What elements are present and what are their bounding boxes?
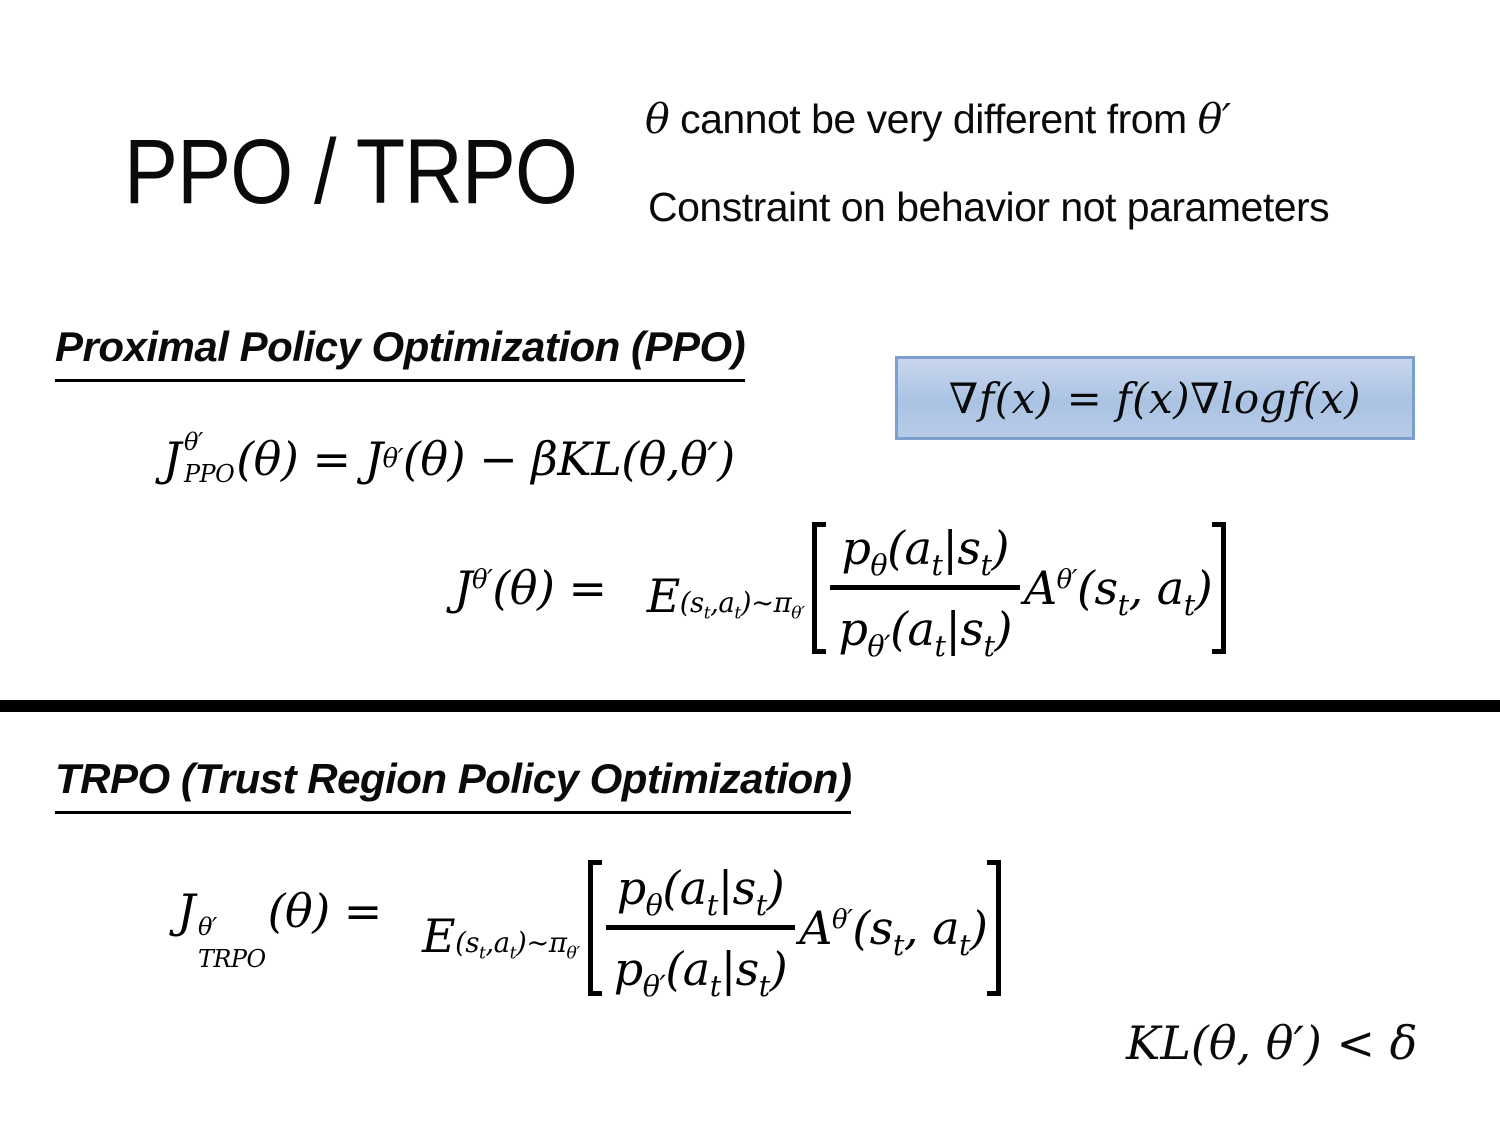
E-symbol: E	[421, 909, 456, 963]
expectation-subscript	[679, 586, 805, 624]
sup-theta-prime: θ′	[471, 565, 493, 596]
sim-pi: )∼π	[516, 926, 567, 959]
sub-t: t	[706, 888, 718, 922]
expectation-block	[422, 909, 580, 963]
sub-theta: θ	[870, 548, 888, 582]
theta-prime-symbol: θ′	[1197, 95, 1231, 143]
section-heading-ppo-wrap	[55, 323, 746, 382]
paren-theta-equals: (θ) =	[267, 884, 396, 939]
sub-t: t	[758, 969, 770, 1003]
comma-a: ,a	[485, 926, 510, 959]
J-symbol: J	[177, 884, 195, 939]
note-theta-difference	[645, 96, 1231, 143]
sub-theta-prime: θ′	[566, 943, 580, 964]
comma-a: , a	[903, 901, 960, 955]
A-symbol: A	[799, 901, 832, 955]
section-divider	[0, 700, 1500, 712]
sub-theta-prime: θ′	[867, 629, 891, 663]
lp-a: (a	[890, 601, 935, 656]
lp-s: (s	[679, 586, 704, 619]
sub-t: t	[934, 629, 946, 663]
theta-symbol: θ	[645, 95, 670, 143]
highlight-box	[895, 356, 1415, 440]
rp: )	[991, 520, 1009, 575]
sub-t: t	[709, 969, 721, 1003]
lhs	[454, 561, 621, 615]
fraction-denominator	[606, 925, 795, 1003]
E-symbol: E	[646, 569, 680, 623]
sub-t: t	[980, 548, 992, 582]
fraction-denominator	[830, 585, 1019, 663]
sub-t: t	[734, 603, 741, 624]
right-bracket	[987, 860, 1001, 996]
bar-s: |s	[942, 520, 981, 575]
sup-theta-prime: θ′	[831, 905, 853, 936]
J-supsub-stack	[183, 428, 235, 489]
J-symbol: J	[454, 561, 472, 615]
sub-t: t	[479, 943, 486, 964]
sup-theta-prime: θ′	[197, 912, 217, 941]
lp-a: (a	[887, 520, 932, 575]
page-title: PPO / TRPO	[124, 121, 578, 223]
J-symbol: J	[364, 432, 383, 486]
comma-a: ,a	[710, 586, 735, 619]
comma-a: , a	[1128, 561, 1184, 615]
sub-t: t	[1183, 588, 1195, 622]
left-bracket	[588, 860, 602, 996]
lp-a: (a	[662, 860, 707, 915]
advantage-term	[1023, 561, 1213, 622]
section-heading-ppo: Proximal Policy Optimization (PPO)	[55, 326, 745, 382]
sub-theta-prime: θ′	[642, 969, 666, 1003]
lp-s: (s	[455, 926, 479, 959]
gradient-identity-formula: ∇f(x) = f(x)∇logf(x)	[948, 373, 1362, 423]
sim-pi: )∼π	[740, 586, 792, 619]
sub-trpo: TRPO	[197, 944, 266, 973]
formula-ppo-objective: J θ′ PPO (θ) = J θ′ (θ) − βKL(θ,θ′)	[163, 428, 735, 489]
lhs	[177, 884, 396, 972]
formula-expectation-ppo	[454, 520, 1228, 663]
lp-s: (s	[1077, 561, 1118, 615]
sup-theta-prime: θ′	[1056, 565, 1078, 596]
bar-s: |s	[945, 601, 984, 656]
fraction-numerator	[609, 859, 793, 925]
A-symbol: A	[1023, 561, 1057, 615]
rp: )	[994, 601, 1012, 656]
sub-t: t	[1117, 588, 1129, 622]
rp: )	[766, 860, 785, 915]
rp: )	[969, 901, 988, 955]
kl-constraint: KL(θ, θ′) < δ	[1126, 1016, 1418, 1070]
sub-t: t	[703, 603, 711, 624]
p-symbol: p	[613, 941, 643, 996]
paren-theta-equals: (θ) =	[236, 432, 365, 486]
rp: )	[1194, 561, 1213, 615]
sub-t: t	[509, 943, 517, 964]
section-heading-trpo-wrap	[55, 755, 852, 814]
p-symbol: p	[616, 860, 646, 915]
sub-t: t	[755, 888, 767, 922]
note-constraint: Constraint on behavior not parameters	[648, 184, 1330, 230]
expectation-block	[647, 569, 805, 623]
J-symbol: J	[163, 432, 181, 486]
advantage-term	[799, 901, 988, 962]
sup-theta-prime: θ′	[183, 428, 203, 457]
probability-ratio-fraction	[606, 859, 795, 1003]
section-heading-trpo: TRPO (Trust Region Policy Optimization)	[55, 758, 851, 814]
p-symbol: p	[838, 601, 868, 656]
paren-theta-equals: (θ) =	[492, 561, 621, 615]
ppo-tail: (θ) − βKL(θ,θ′)	[402, 432, 735, 486]
sub-theta-prime: θ′	[791, 603, 805, 624]
bar-s: |s	[720, 941, 759, 996]
bar-s: |s	[717, 860, 756, 915]
J-supsub-stack	[197, 912, 266, 973]
p-symbol: p	[841, 520, 871, 575]
lp-a: (a	[665, 941, 710, 996]
lp-s: (s	[852, 901, 893, 955]
sub-theta: θ	[645, 888, 663, 922]
fraction-numerator	[833, 519, 1017, 585]
note-text: cannot be very different from	[669, 96, 1198, 142]
sub-t: t	[959, 928, 970, 962]
sub-ppo: PPO	[183, 460, 235, 489]
expectation-subscript	[455, 926, 580, 964]
probability-ratio-fraction	[830, 519, 1019, 663]
left-bracket	[812, 522, 826, 654]
sub-t: t	[983, 629, 995, 663]
rp: )	[769, 941, 788, 996]
sub-t: t	[931, 548, 943, 582]
sub-t: t	[892, 928, 904, 962]
right-bracket	[1212, 522, 1226, 654]
formula-trpo-objective	[177, 860, 1003, 1003]
